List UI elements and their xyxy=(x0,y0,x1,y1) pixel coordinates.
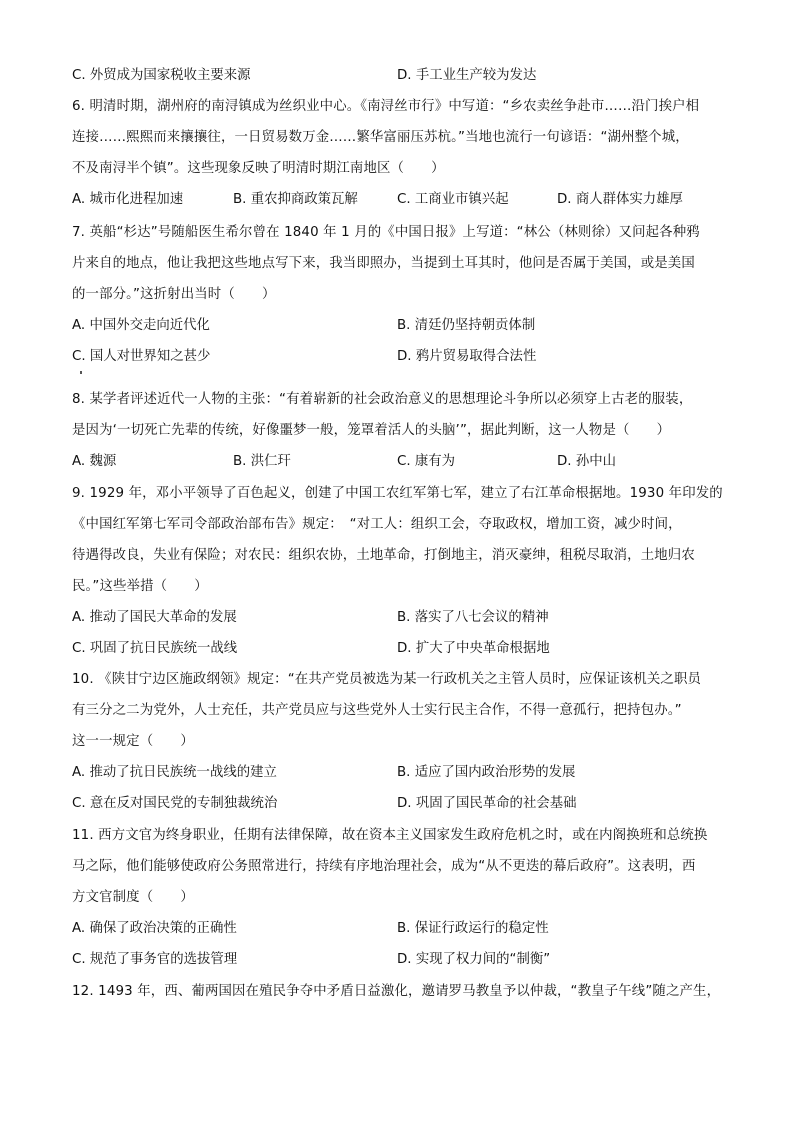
q10-option-a: A. 推动了抗日民族统一战线的建立 xyxy=(72,765,277,780)
q7-option-b: B. 清廷仍坚持朝贡体制 xyxy=(397,318,536,333)
q6-option-c: C. 工商业市镇兴起 xyxy=(397,192,509,207)
q7-option-c: C. 国人对世界知之甚少 xyxy=(72,349,211,364)
q7-option-d: D. 鸦片贸易取得合法性 xyxy=(397,349,537,364)
q10-stem-line-1: 10. 《陕甘宁边区施政纲领》规定：“在共产党员被选为某一行政机关之主管人员时，应保证该机关之职员 xyxy=(72,672,702,687)
q9-stem-line-4: 民。”这些举措（ ） xyxy=(72,579,208,594)
q6-option-a: A. 城市化进程加速 xyxy=(72,192,184,207)
q7-option-a: A. 中国外交走向近代化 xyxy=(72,318,210,333)
q12-stem-line-1: 12. 1493 年，西、葡两国因在殖民争夺中矛盾日益激化，邀请罗马教皇予以仲裁，“教皇子午线”随之产生， xyxy=(72,984,721,999)
q9-stem-line-2: 《中国红军第七军司令部政治部布告》规定： “对工人：组织工会，夺取政权，增加工资，减少时间， xyxy=(72,517,682,532)
q6-option-d: D. 商人群体实力雄厚 xyxy=(557,192,683,207)
q9-stem-line-1: 9. 1929 年，邓小平领导了百色起义，创建了中国工农红军第七军，建立了右江革命根据地。1930 年印发的 xyxy=(72,486,723,501)
q11-stem-line-3: 方文官制度（ ） xyxy=(72,890,194,905)
q8-stem-line-1: 8. 某学者评述近代一人物的主张：“有着崭新的社会政治意义的思想理论斗争所以必须穿上古老的服装， xyxy=(72,392,693,407)
q6-stem-line-3: 不及南浔半个镇”。这些现象反映了明清时期江南地区（ ） xyxy=(72,161,445,176)
q9-option-c: C. 巩固了抗日民族统一战线 xyxy=(72,641,238,656)
q8-option-d: D. 孙中山 xyxy=(557,454,616,469)
q11-stem-line-2: 马之际，他们能够使政府公务照常进行，持续有序地治理社会，成为“从不更迭的幕后政府”。这表明，西 xyxy=(72,859,696,874)
q11-option-c: C. 规范了事务官的选拔管理 xyxy=(72,952,238,967)
q5-option-c: C. 外贸成为国家税收主要来源 xyxy=(72,68,251,83)
q6-option-b: B. 重农抑商政策瓦解 xyxy=(233,192,358,207)
q8-option-a: A. 魏源 xyxy=(72,454,117,469)
q6-stem-line-2: 连接……熙熙而来攘攘往，一日贸易数万金……繁华富丽压苏杭。”当地也流行一句谚语：“湖州整个城， xyxy=(72,130,689,145)
q6-stem-line-1: 6. 明清时期，湖州府的南浔镇成为丝织业中心。《南浔丝市行》中写道：“乡农卖丝争赴市……沿门挨户相 xyxy=(72,99,700,114)
q9-stem-line-3: 待遇得改良，失业有保险；对农民：组织农协，土地革命，打倒地主，消灭豪绅，租税尽取消，土地归农 xyxy=(72,548,695,563)
q7-stem-line-1: 7. 英船“杉达”号随船医生希尔曾在 1840 年 1 月的《中国日报》上写道：“林公（林则徐）又问起各种鸦 xyxy=(72,225,700,240)
q8-stem-line-2: 是因为‘一切死亡先辈的传统，好像噩梦一般，笼罩着活人的头脑’”，据此判断，这一人物是（ ） xyxy=(72,423,671,438)
q11-option-a: A. 确保了政治决策的正确性 xyxy=(72,921,237,936)
q9-option-d: D. 扩大了中央革命根据地 xyxy=(397,641,550,656)
q11-option-d: D. 实现了权力间的“制衡” xyxy=(397,952,551,967)
q9-option-b: B. 落实了八七会议的精神 xyxy=(397,610,549,625)
q10-option-c: C. 意在反对国民党的专制独裁统治 xyxy=(72,796,278,811)
q10-stem-line-2: 有三分之二为党外，人士充任，共产党员应与这些党外人士实行民主合作，不得一意孤行，把持包办。” xyxy=(72,703,682,718)
q10-stem-line-3: 这一一规定（ ） xyxy=(72,734,194,749)
q7-stem-line-3: 的一部分。”这折射出当时（ ） xyxy=(72,287,276,302)
q10-option-b: B. 适应了国内政治形势的发展 xyxy=(397,765,576,780)
q8-option-b: B. 洪仁玕 xyxy=(233,454,291,469)
q11-option-b: B. 保证行政运行的稳定性 xyxy=(397,921,549,936)
q8-option-c: C. 康有为 xyxy=(397,454,456,469)
scan-mark xyxy=(80,371,82,374)
q7-stem-line-2: 片来自的地点，他让我把这些地点写下来，我当即照办，当提到土耳其时，他问是否属于美国，或是美国 xyxy=(72,256,695,271)
q9-option-a: A. 推动了国民大革命的发展 xyxy=(72,610,237,625)
q11-stem-line-1: 11. 西方文官为终身职业，任期有法律保障，故在资本主义国家发生政府危机之时，或在内阁换班和总统换 xyxy=(72,828,708,843)
q5-option-d: D. 手工业生产较为发达 xyxy=(397,68,537,83)
q10-option-d: D. 巩固了国民革命的社会基础 xyxy=(397,796,577,811)
